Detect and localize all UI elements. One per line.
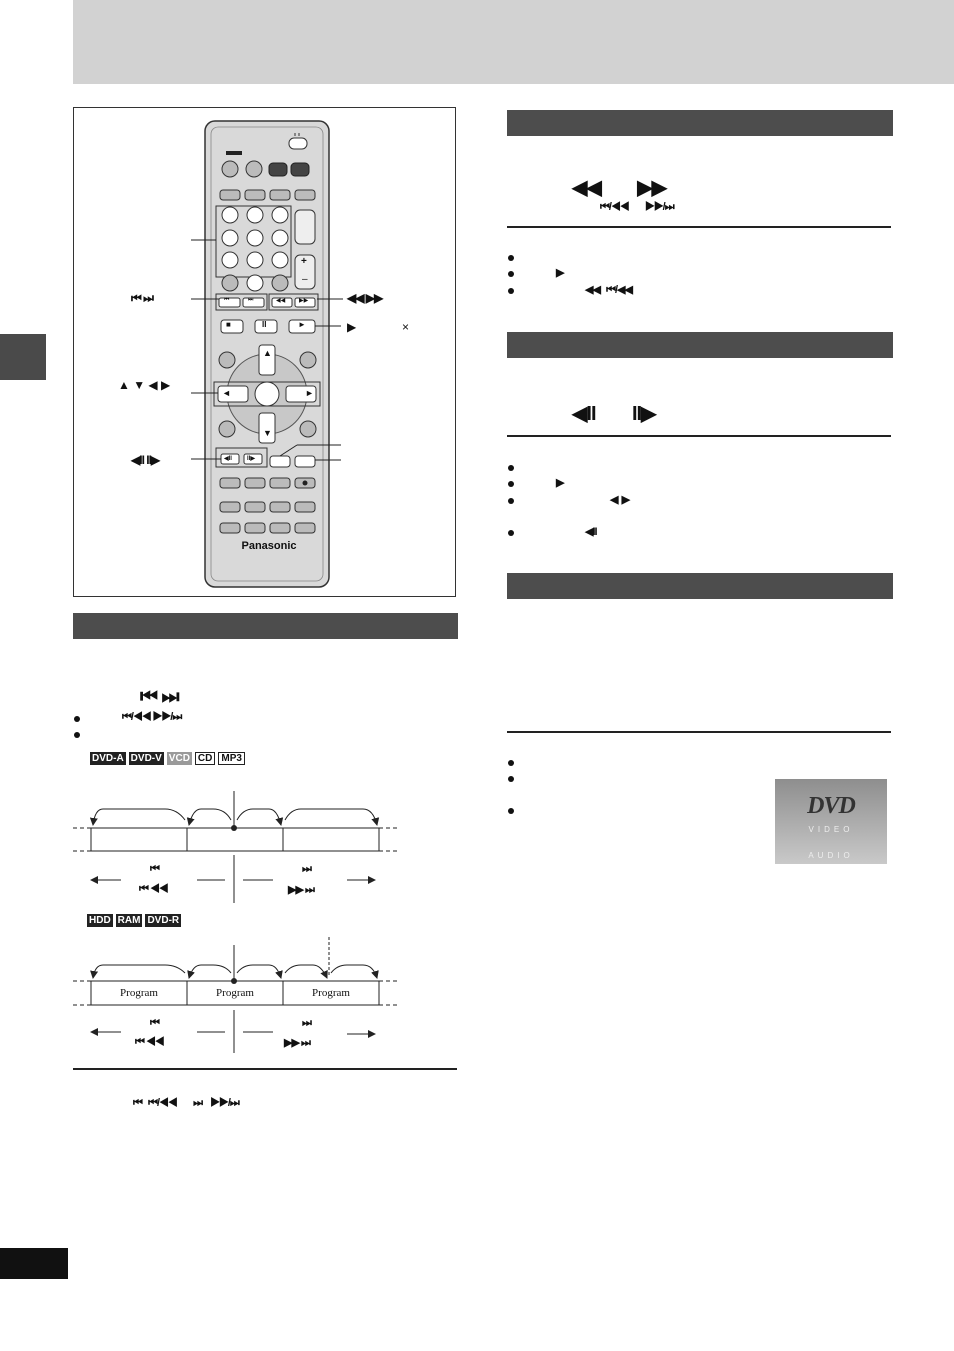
- disc-tags-2: [87, 914, 181, 927]
- bullet: [508, 808, 514, 814]
- diagram2-prev-top: ⏮: [150, 1017, 159, 1029]
- search-buttons: ◀◀ ▶▶: [572, 177, 666, 199]
- slow-bullet-2: ▶: [556, 477, 564, 489]
- bullet: [74, 732, 80, 738]
- search-bullet-3: ◀◀ ⏮/◀◀: [585, 284, 632, 296]
- bullet: [508, 530, 514, 536]
- left-glyph[interactable]: ◄: [222, 388, 231, 398]
- diagram2-next-bottom: ▶▶ ⏭: [284, 1037, 310, 1049]
- skip-prev-glyph[interactable]: ⏮: [224, 297, 230, 303]
- bullet: [508, 776, 514, 782]
- dvd-logo-audio: AUDIO: [808, 851, 854, 860]
- bullet: [508, 760, 514, 766]
- third-section-bar: [507, 573, 893, 599]
- search-callout: ◀◀ ▶▶: [347, 291, 383, 305]
- skip-next-glyph[interactable]: ⏭: [248, 297, 254, 303]
- program-segment-2: Program: [216, 987, 254, 999]
- search-section-bar: [507, 110, 893, 136]
- tag-ram: RAM: [117, 915, 141, 926]
- dvd-logo-video: VIDEO: [808, 825, 854, 834]
- right-glyph[interactable]: ►: [305, 388, 314, 398]
- slow-bullet-4: ◀II: [585, 526, 597, 538]
- power-button-2: [246, 161, 262, 177]
- tag-vcd: VCD: [168, 753, 190, 764]
- tag-dvd-r: DVD-R: [147, 915, 180, 926]
- bullet: [508, 288, 514, 294]
- channel-rocker: [295, 210, 315, 244]
- page-number-tab: [0, 1248, 68, 1279]
- diagram2-next-top: ⏭: [302, 1017, 311, 1029]
- tag-dvd-v: DVD-V: [130, 753, 162, 764]
- enter-button: [255, 382, 279, 406]
- header-band: [73, 0, 954, 84]
- play-callout: ▶: [347, 320, 357, 334]
- diagram1-prev-top: ⏮: [150, 863, 159, 875]
- skip-note: ⏮/◀◀ ▶▶/⏭: [122, 711, 182, 723]
- disc-tags-1: [90, 752, 245, 765]
- bullet: [508, 271, 514, 277]
- channel-plus-glyph[interactable]: +: [301, 256, 307, 267]
- ff-glyph[interactable]: ▶▶: [299, 298, 309, 304]
- down-glyph[interactable]: ▼: [263, 428, 272, 438]
- bullet: [508, 481, 514, 487]
- slow-buttons: ◀II II▶: [572, 403, 656, 425]
- power-button: [222, 161, 238, 177]
- chapter-tab: [0, 334, 46, 380]
- bullet: [508, 465, 514, 471]
- skip-diagram-1: [73, 785, 403, 905]
- skip-section-bar: [73, 613, 458, 639]
- diagram2-prev-bottom: ⏮ ◀◀: [135, 1036, 164, 1048]
- arrows-callout: ▲ ▼ ◀ ▶: [118, 378, 171, 392]
- tag-mp3: MP3: [218, 752, 245, 765]
- bullet: [508, 255, 514, 261]
- tag-dvd-a: DVD-A: [92, 753, 124, 764]
- up-glyph[interactable]: ▲: [263, 348, 272, 358]
- channel-minus-glyph[interactable]: –: [302, 274, 308, 285]
- diagram1-next-top: ⏭: [302, 863, 311, 875]
- search-sub: ⏮/◀◀ ▶▶/⏭: [600, 201, 674, 213]
- bullet: [74, 716, 80, 722]
- slow-rev-glyph[interactable]: ◀II: [224, 456, 232, 462]
- slow-bullet-3: ◀ ▶: [610, 494, 630, 506]
- tag-hdd: HDD: [89, 915, 111, 926]
- slow-fwd-glyph[interactable]: II▶: [247, 456, 255, 462]
- section-rule: [507, 435, 891, 437]
- dvd-logo-title: DVD: [807, 793, 855, 819]
- program-segment-1: Program: [120, 987, 158, 999]
- rew-glyph[interactable]: ◀◀: [276, 298, 286, 304]
- slow-callout: ◀II II▶: [131, 453, 160, 467]
- drive-switch: [289, 138, 307, 149]
- skip-callout: ⏮ ⏭: [131, 291, 153, 305]
- stop-glyph[interactable]: ■: [226, 320, 231, 329]
- slow-section-bar: [507, 332, 893, 358]
- program-segment-3: Program: [312, 987, 350, 999]
- bullet: [508, 498, 514, 504]
- play-callout-suffix: ×: [402, 320, 410, 334]
- skip-footer-note: ⏮ ⏮/◀◀ ⏭ ▶▶/⏭: [133, 1097, 239, 1109]
- dvd-logo-image: [775, 779, 887, 864]
- section-rule: [507, 226, 891, 228]
- diagram1-prev-bottom: ⏮ ◀◀: [139, 883, 168, 895]
- play-glyph[interactable]: ►: [298, 320, 306, 329]
- search-bullet-2: ▶: [556, 267, 564, 279]
- skip-buttons: ⏮ ⏭: [140, 686, 179, 708]
- tag-cd: CD: [195, 752, 215, 765]
- diagram1-next-bottom: ▶▶ ⏭: [288, 884, 314, 896]
- brand-logo: Panasonic: [241, 540, 297, 552]
- section-rule: [73, 1068, 457, 1070]
- pause-glyph[interactable]: II: [262, 320, 267, 329]
- section-rule: [507, 731, 891, 733]
